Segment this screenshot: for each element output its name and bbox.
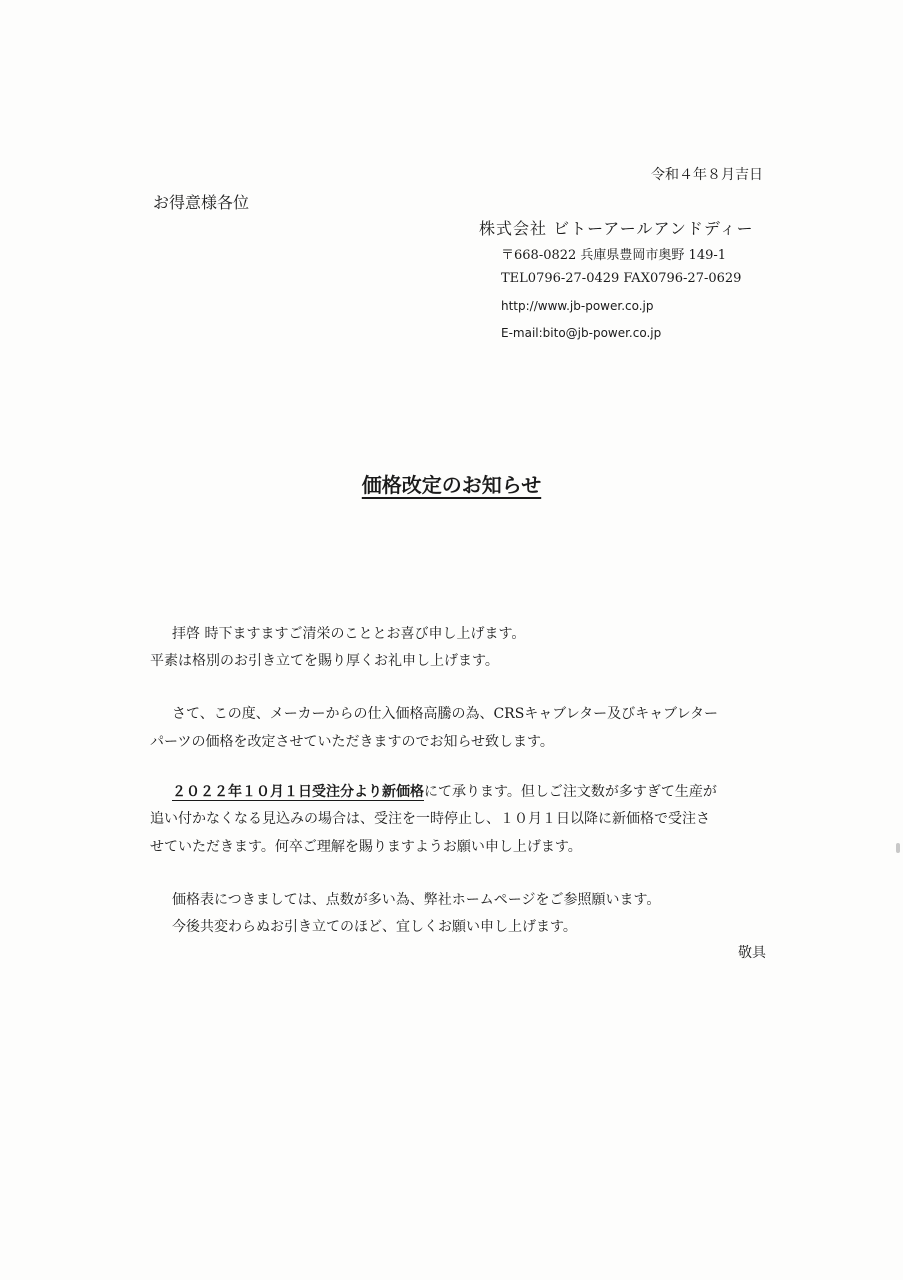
body-line: 追い付かなくなる見込みの場合は、受注を一時停止し、１０月１日以降に新価格で受注さ <box>150 811 710 827</box>
new-price-date-highlight: ２０２２年１０月１日受注分より新価格 <box>172 784 424 800</box>
sender-email: E-mail:bito@jb-power.co.jp <box>501 326 662 340</box>
body-line <box>172 781 717 801</box>
body-line: 価格表につきましては、点数が多い為、弊社ホームページをご参照願います。 <box>172 892 661 908</box>
letter-closing: 敬具 <box>738 945 766 961</box>
letter-date: 令和４年８月吉日 <box>651 167 763 183</box>
body-line: 平素は格別のお引き立てを賜り厚くお礼申し上げます。 <box>150 653 499 669</box>
body-line: パーツの価格を改定させていただきますのでお知らせ致します。 <box>150 734 554 750</box>
sender-postal-address: 〒668-0822 兵庫県豊岡市奥野 149-1 <box>501 248 727 263</box>
body-line: さて、この度、メーカーからの仕入価格高騰の為、CRSキャブレター及びキャブレター <box>172 706 719 722</box>
letter-title-text: 価格改定のお知らせ <box>361 473 542 497</box>
recipient-salutation: お得意様各位 <box>153 193 250 212</box>
letter-title <box>0 469 903 498</box>
body-line: 今後共変わらぬお引き立てのほど、宜しくお願い申し上げます。 <box>172 919 577 935</box>
body-line-rest: にて承ります。但しご注文数が多すぎて生産が <box>424 784 717 800</box>
sender-website: http://www.jb-power.co.jp <box>501 299 654 313</box>
sender-tel-fax: TEL0796-27-0429 FAX0796-27-0629 <box>501 271 742 286</box>
body-line: せていただきます。何卒ご理解を賜りますようお願い申し上げます。 <box>150 839 582 855</box>
sender-company: 株式会社 ビトーアールアンドディー <box>479 219 754 238</box>
scan-mark <box>896 843 900 853</box>
body-line: 拝啓 時下ますますご清栄のこととお喜び申し上げます。 <box>172 626 526 642</box>
